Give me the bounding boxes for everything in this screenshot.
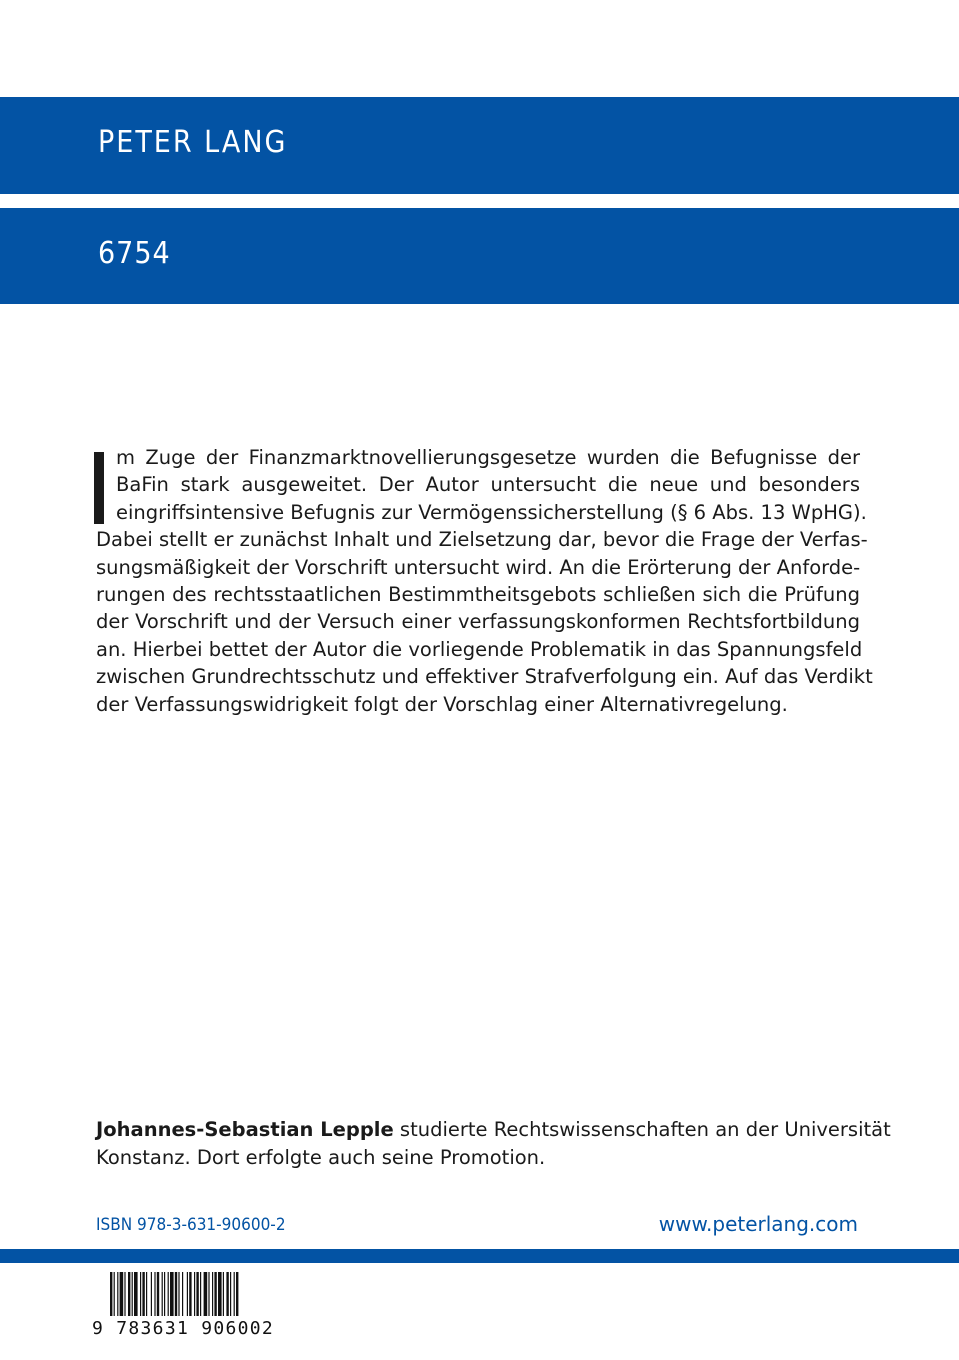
publisher-band: [0, 97, 959, 194]
author-bio-line: studierte Rechtswissenschaften an der Universität: [399, 1118, 891, 1141]
barcode-bar: [128, 1272, 130, 1316]
barcode-bar: [157, 1272, 159, 1316]
barcode-bar: [140, 1272, 141, 1316]
publisher-name: PETER LANG: [98, 125, 288, 160]
barcode-bar: [204, 1272, 208, 1316]
barcode-bar: [182, 1272, 183, 1316]
author-bio-line: Konstanz. Dort erfolgte auch seine Promotion.: [96, 1146, 546, 1169]
blurb-line: zwischen Grundrechtsschutz und effektiver Strafverfolgung ein. Auf das Verdikt: [96, 665, 873, 689]
barcode-bar: [223, 1272, 224, 1316]
barcode-bar: [175, 1272, 177, 1316]
barcode-bar: [230, 1272, 231, 1316]
barcode-bar: [124, 1272, 125, 1316]
barcode-bar: [189, 1272, 191, 1316]
barcode-bar: [212, 1272, 213, 1316]
footer-rule: [0, 1249, 959, 1263]
barcode-digits: 9 783631 906002: [92, 1318, 275, 1339]
blurb-line: m Zuge der Finanzmarktnovellierungsgesetze wurden die Befugnisse der: [116, 446, 860, 469]
author-name: Johannes-Sebastian Lepple: [96, 1118, 394, 1141]
barcode-bar: [187, 1272, 188, 1316]
series-number: 6754: [98, 236, 171, 271]
blurb-line: Dabei stellt er zunächst Inhalt und Zielsetzung dar, bevor die Frage der Verfas-: [96, 528, 868, 552]
series-band: [0, 208, 959, 304]
barcode-bar: [114, 1272, 115, 1316]
barcode-bar: [146, 1272, 147, 1316]
barcode-bar: [236, 1272, 238, 1316]
barcode-bar: [234, 1272, 235, 1316]
blurb-line: BaFin stark ausgeweitet. Der Autor untersucht die neue und besonders: [116, 473, 860, 497]
barcode-bar: [208, 1272, 209, 1316]
barcode-bar: [164, 1272, 165, 1316]
drop-cap-initial: [94, 452, 104, 524]
barcode-bar: [154, 1272, 155, 1316]
barcode-bar: [200, 1272, 201, 1316]
barcode-bar: [214, 1272, 216, 1316]
barcode-bar: [132, 1272, 133, 1316]
barcode-bar: [218, 1272, 222, 1316]
barcode-bar: [110, 1272, 112, 1316]
blurb-line: sungsmäßigkeit der Vorschrift untersucht wird. An die Erörterung der Anforde-: [96, 555, 861, 579]
blurb-line: der Vorschrift und der Versuch einer verfassungskonformen Rechtsfortbildung: [96, 610, 860, 634]
blurb-line: rungen des rechtsstaatlichen Bestimmtheitsgebots schließen sich die Prüfung: [96, 583, 860, 607]
barcode-bar: [134, 1272, 138, 1316]
barcode-bar: [226, 1272, 228, 1316]
barcode-bar: [151, 1272, 152, 1316]
barcode-bar: [178, 1272, 179, 1316]
barcode-bar: [162, 1272, 163, 1316]
barcode-bar: [194, 1272, 195, 1316]
publisher-url[interactable]: www.peterlang.com: [658, 1212, 858, 1236]
author-bio: [96, 1116, 891, 1172]
barcode-bar: [196, 1272, 198, 1316]
barcode-bar: [142, 1272, 144, 1316]
blurb-line: eingriffsintensive Befugnis zur Vermögenssicherstellung (§ 6 Abs. 13 WpHG).: [116, 500, 867, 524]
blurb-line: an. Hierbei bettet der Autor die vorliegende Problematik in das Spannungsfeld: [96, 637, 863, 661]
blurb-text: [96, 444, 873, 718]
isbn: ISBN 978-3-631-90600-2: [96, 1215, 286, 1235]
barcode-bar: [117, 1272, 118, 1316]
barcode-bars: [92, 1272, 292, 1320]
barcode-bar: [170, 1272, 174, 1316]
barcode-bar: [168, 1272, 169, 1316]
barcode-bar: [120, 1272, 124, 1316]
blurb-line: der Verfassungswidrigkeit folgt der Vorschlag einer Alternativregelung.: [96, 692, 788, 716]
